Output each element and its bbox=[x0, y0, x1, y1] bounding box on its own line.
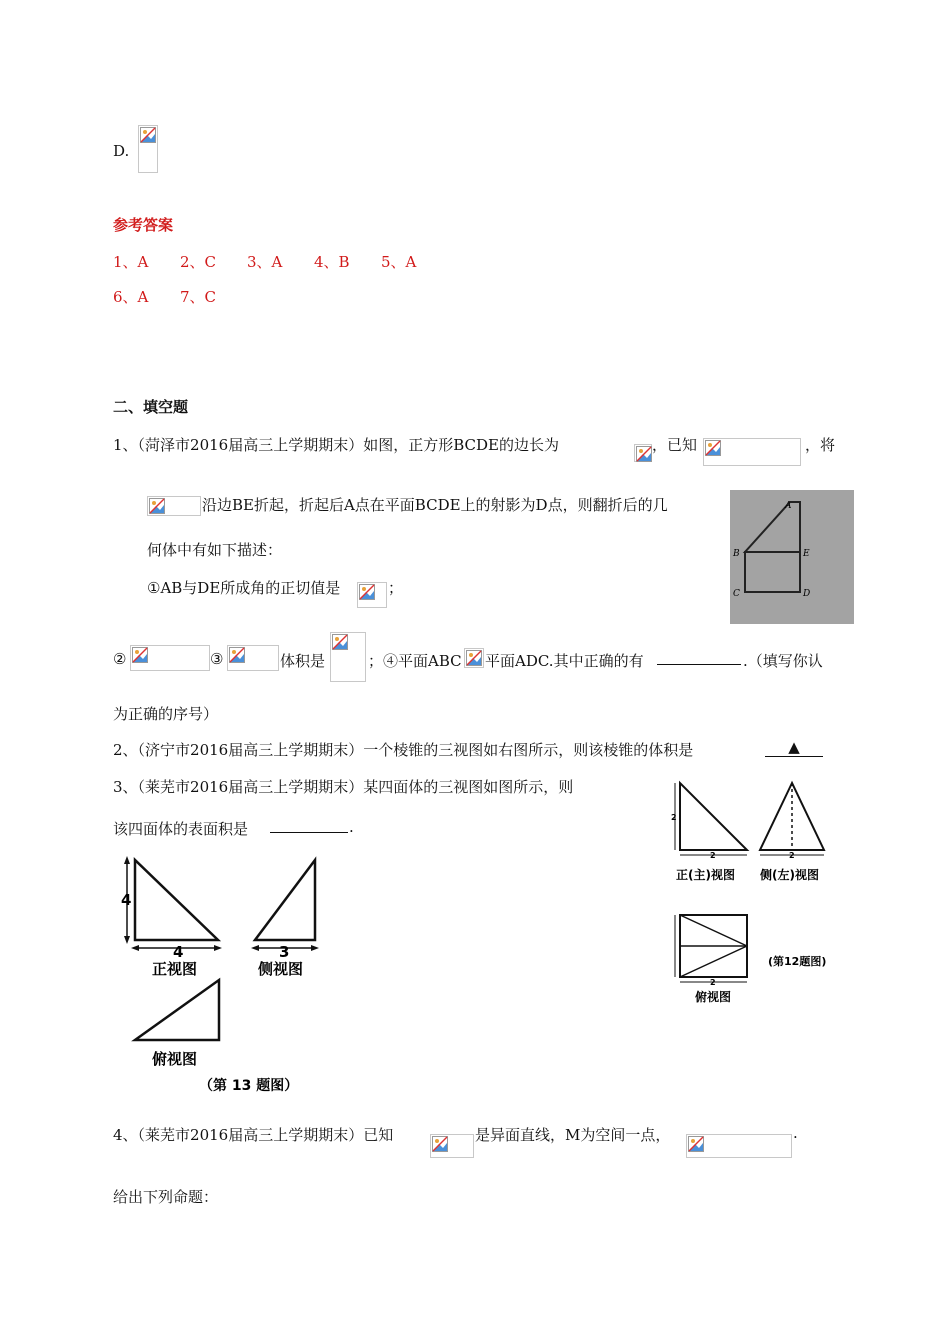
answer-5: 5、A bbox=[381, 253, 417, 271]
triangle-marker-icon: ▲ bbox=[788, 738, 800, 756]
q1-text-5b: ③ bbox=[210, 650, 224, 668]
q4-formula-image-1 bbox=[430, 1134, 474, 1158]
q1-text-5c: 体积是 bbox=[280, 652, 326, 670]
dim-front-h: 4 bbox=[121, 891, 132, 909]
label-c: C bbox=[733, 589, 740, 599]
q1-text-1a: 1、（菏泽市2016届高三上学期期末）如图，正方形BCDE的边长为 bbox=[113, 436, 559, 454]
q1-text-6: 为正确的序号） bbox=[113, 705, 219, 723]
broken-image-icon bbox=[132, 647, 148, 663]
answer-6: 6、A bbox=[113, 288, 149, 306]
q1-text-4-end: ； bbox=[388, 579, 404, 597]
q4-text-1c: . bbox=[793, 1124, 798, 1142]
broken-image-icon bbox=[229, 647, 245, 663]
broken-image-icon bbox=[705, 440, 721, 456]
q4-text-2: 给出下列命题： bbox=[113, 1188, 219, 1206]
q1-text-2: 沿边BE折起，折起后A点在平面BCDE上的射影为D点，则翻折后的几 bbox=[202, 496, 668, 514]
front-view-label: 正视图 bbox=[152, 960, 198, 978]
fig12-dim-h: 2 bbox=[671, 813, 677, 822]
q1-answer-blank[interactable] bbox=[657, 664, 741, 665]
figure-12 bbox=[670, 775, 850, 1010]
fig12-dim-w3: 2 bbox=[710, 978, 716, 987]
q2-answer-blank[interactable] bbox=[765, 738, 823, 757]
broken-image-icon bbox=[466, 650, 482, 666]
q4-text-1a: 4、（莱芜市2016届高三上学期期末）已知 bbox=[113, 1126, 394, 1144]
q1-text-5f: .（填写你认 bbox=[743, 652, 823, 670]
fig12-side-label: 侧(左)视图 bbox=[760, 868, 819, 882]
q3-answer-blank[interactable] bbox=[270, 832, 348, 833]
q4-text-1b: 是异面直线，M为空间一点， bbox=[475, 1126, 671, 1144]
q1-formula-image-8 bbox=[464, 648, 484, 668]
option-d-label: D. bbox=[113, 142, 130, 160]
broken-image-icon bbox=[332, 634, 348, 650]
broken-image-icon bbox=[636, 446, 652, 462]
q1-text-3: 何体中有如下描述： bbox=[147, 541, 283, 559]
broken-image-icon bbox=[140, 127, 156, 143]
fig12-dim-w1: 2 bbox=[710, 851, 716, 860]
q3-text-2-end: . bbox=[349, 818, 354, 836]
q1-figure-photo bbox=[730, 490, 854, 624]
answer-3: 3、A bbox=[247, 253, 283, 271]
q1-formula-image-7 bbox=[330, 632, 366, 682]
q3-text-2: 该四面体的表面积是 bbox=[113, 820, 249, 838]
fig12-dim-w2: 2 bbox=[789, 851, 795, 860]
q4-formula-image-2 bbox=[686, 1134, 792, 1158]
q1-text-1c: ，将 bbox=[805, 436, 836, 454]
q1-text-5a: ② bbox=[113, 650, 127, 668]
answer-1: 1、A bbox=[113, 253, 149, 271]
top-view-label: 俯视图 bbox=[152, 1050, 198, 1068]
q1-formula-image-6 bbox=[227, 645, 279, 671]
q1-text-5d: ；④平面ABC bbox=[368, 652, 462, 670]
q2-text: 2、（济宁市2016届高三上学期期末）一个棱锥的三视图如右图所示，则该棱锥的体积是 bbox=[113, 741, 694, 759]
label-a: A bbox=[785, 501, 792, 511]
answer-4: 4、B bbox=[314, 253, 350, 271]
q1-formula-image-4 bbox=[357, 582, 387, 608]
figure-12-caption: (第12题图) bbox=[768, 955, 827, 968]
answers-heading: 参考答案 bbox=[113, 216, 174, 234]
figure-13 bbox=[115, 852, 335, 1097]
q1-formula-image-1 bbox=[634, 444, 652, 462]
q1-formula-image-2 bbox=[703, 438, 801, 466]
option-d-image bbox=[138, 125, 158, 173]
fig12-front-label: 正(主)视图 bbox=[676, 868, 735, 882]
answer-2: 2、C bbox=[180, 253, 217, 271]
dim-front-w: 4 bbox=[173, 943, 184, 961]
dim-side-w: 3 bbox=[279, 943, 290, 961]
q1-text-4: ①AB与DE所成角的正切值是 bbox=[147, 579, 341, 597]
q1-text-5e: 平面ADC.其中正确的有 bbox=[485, 652, 644, 670]
q3-text-1: 3、（莱芜市2016届高三上学期期末）某四面体的三视图如图所示，则 bbox=[113, 778, 574, 796]
broken-image-icon bbox=[432, 1136, 448, 1152]
broken-image-icon bbox=[149, 498, 165, 514]
fig12-top-label: 俯视图 bbox=[695, 990, 732, 1004]
side-view-label: 侧视图 bbox=[258, 960, 304, 978]
q1-text-1b: ，已知 bbox=[652, 436, 698, 454]
broken-image-icon bbox=[359, 584, 375, 600]
q1-formula-image-3 bbox=[147, 496, 201, 516]
answer-7: 7、C bbox=[180, 288, 217, 306]
broken-image-icon bbox=[688, 1136, 704, 1152]
q1-formula-image-5 bbox=[130, 645, 210, 671]
label-d: D bbox=[803, 589, 811, 599]
section-heading: 二、填空题 bbox=[113, 398, 189, 416]
label-e: E bbox=[803, 549, 810, 559]
figure-13-caption: （第 13 题图） bbox=[199, 1078, 299, 1094]
label-b: B bbox=[733, 549, 740, 559]
